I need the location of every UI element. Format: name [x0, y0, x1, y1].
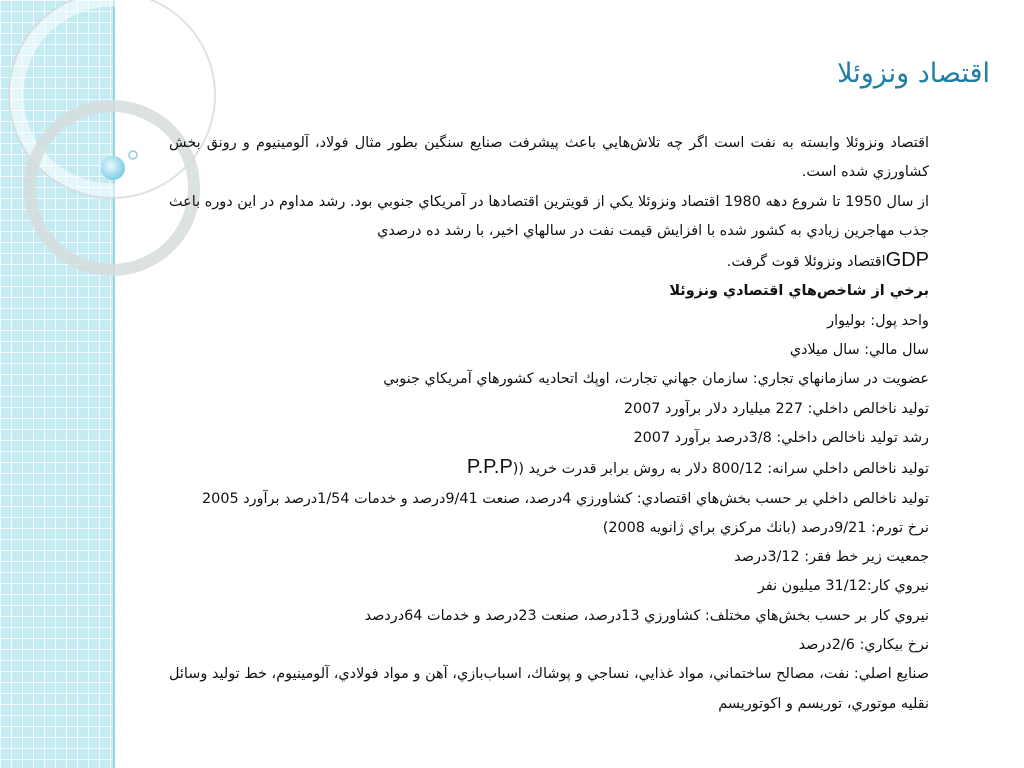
ppp-label: P.P.P	[466, 456, 513, 479]
indicator-unemployment: نرخ بيكاري: 2/6درصد	[798, 637, 929, 654]
indicator-gdp-by-sector: توليد ناخالص داخلي بر حسب بخش‌هاي اقتصادي: كشاورزي 4درصد، صنعت 9/41درصد و خدمات 1/54درصد برآورد 2005	[202, 490, 929, 507]
indicators-heading: برخي از شاخص‌هاي اقتصادي ونزوئلا	[669, 283, 929, 300]
gdp-label: GDP	[885, 249, 929, 272]
indicator-labor-force: نيروي كار:31/12 ميليون نفر	[757, 578, 929, 595]
per-capita-text: توليد ناخالص داخلي سرانه: 800/12 دلار به روش برابر قدرت خريد ((	[512, 461, 929, 478]
indicator-poverty: جمعيت زير خط فقر: 3/12درصد	[734, 549, 929, 566]
indicator-currency: واحد پول: بوليوار	[827, 312, 929, 329]
paragraph-gdp	[169, 246, 929, 277]
gdp-sentence: اقتصاد ونزوئلا قوت گرفت.	[726, 254, 886, 271]
indicator-inflation: نرخ تورم: 9/21درصد (بانك مركزي براي ژانويه 2008)	[602, 519, 929, 536]
indicator-fiscal-year: سال مالي: سال ميلادي	[789, 342, 929, 359]
slide-body	[169, 129, 929, 719]
paragraph-intro: اقتصاد ونزوئلا وابسته به نفت است اگر چه تلاش‌هايي باعث پيشرفت صنايع سنگين بطور مثال فولاد، آلومينيوم و رونق بخش كشاورزي شده است.	[169, 135, 929, 181]
indicator-trade-organizations: عضويت در سازمانهاي تجاري: سازمان جهاني تجارت، اوپك اتحاديه كشورهاي آمريكاي جنوبي	[383, 371, 929, 388]
paragraph-history: از سال 1950 تا شروع دهه 1980 اقتصاد ونزوئلا يكي از قويترين اقتصادها در آمريكاي جنوبي بود. رشد مداوم در اين دوره باعث جذب مهاجرين زيادي به كشور شده با افزايش قيمت نفت در سالهاي اخير، با رشد ده درصدي	[169, 193, 929, 239]
slide-title: اقتصاد ونزوئلا	[837, 58, 990, 89]
indicator-labor-by-sector: نيروي كار بر حسب بخش‌هاي مختلف: كشاورزي 13درصد، صنعت 23درصد و خدمات 64دردصد	[364, 607, 929, 624]
indicator-gdp: توليد ناخالص داخلي: 227 ميليارد دلار برآورد 2007	[623, 400, 929, 417]
indicator-industries: صنايع اصلي: نفت، مصالح ساختماني، مواد غذايي، نساجي و پوشاك، اسباب‌بازي، آهن و مواد فولادي، آلومينيوم، خط توليد وسائل نقليه موتوري، توريسم و اكوتوريسم	[169, 666, 929, 712]
indicator-gdp-growth: رشد توليد ناخالص داخلي: 3/8درصد برآورد 2007	[633, 429, 929, 446]
decorative-dot	[101, 156, 125, 180]
decorative-dot-small	[129, 151, 137, 159]
indicator-gdp-per-capita	[169, 453, 929, 484]
